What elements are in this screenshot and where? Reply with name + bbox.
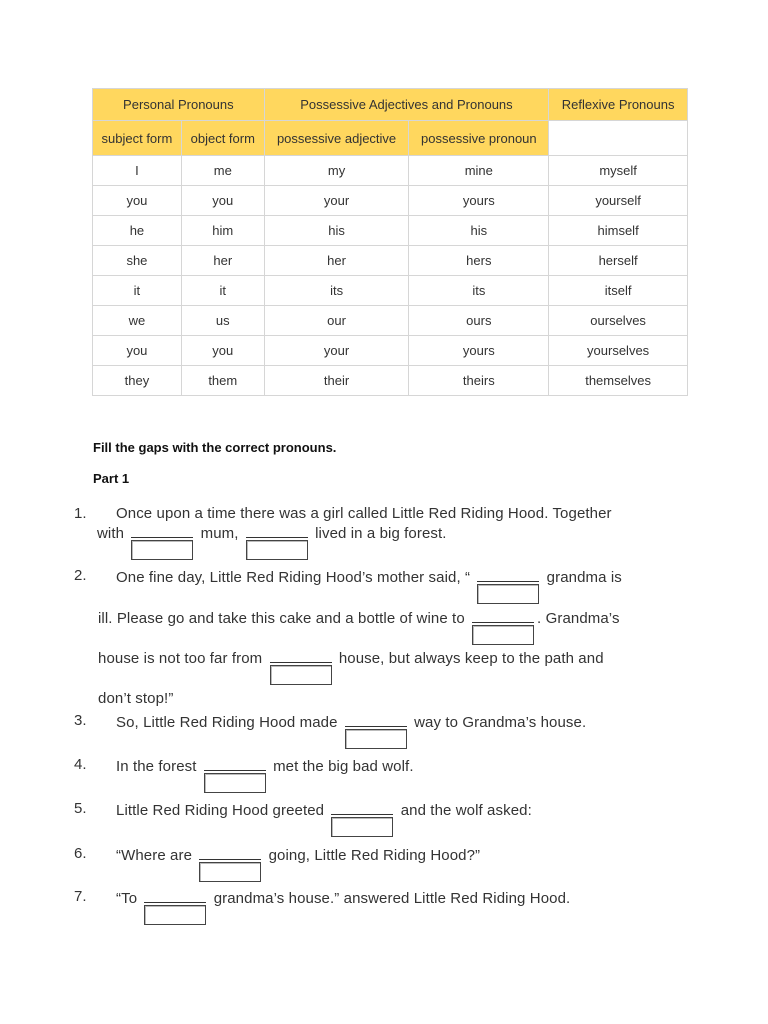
gap-1a xyxy=(131,523,193,538)
answer-input[interactable] xyxy=(270,665,332,685)
subheader-object-form: object form xyxy=(181,121,264,156)
text: grandma’s house.” answered Little Red Riding Hood. xyxy=(213,890,571,907)
table-row xyxy=(93,276,688,306)
table-cell: your xyxy=(264,186,409,216)
table-cell: my xyxy=(264,156,409,186)
table-cell: itself xyxy=(549,276,688,306)
gap-3 xyxy=(345,712,407,727)
table-cell: you xyxy=(181,186,264,216)
table-row xyxy=(93,156,688,186)
exercise-2-line-4: don’t stop!” xyxy=(98,690,174,707)
exercise-2-line-3 xyxy=(98,648,604,667)
exercise-number-2: 2. xyxy=(74,567,87,584)
gap-2a xyxy=(477,567,539,582)
exercise-number-4: 4. xyxy=(74,756,87,773)
gap-2c xyxy=(270,648,332,663)
header-possessive: Possessive Adjectives and Pronouns xyxy=(264,89,549,121)
table-row xyxy=(93,186,688,216)
table-cell: myself xyxy=(549,156,688,186)
exercise-number-6: 6. xyxy=(74,845,87,862)
exercise-1-line-1: Once upon a time there was a girl called Little Red Riding Hood. Together xyxy=(116,505,612,522)
gap-4 xyxy=(204,756,266,771)
table-cell: them xyxy=(181,366,264,396)
answer-input[interactable] xyxy=(144,905,206,925)
table-cell: yourselves xyxy=(549,336,688,366)
table-row xyxy=(93,216,688,246)
text: way to Grandma’s house. xyxy=(414,714,587,731)
table-cell: yours xyxy=(409,336,549,366)
gap-7 xyxy=(144,888,206,903)
table-cell: mine xyxy=(409,156,549,186)
text: In the forest xyxy=(116,758,197,775)
text: and the wolf asked: xyxy=(400,802,532,819)
text: “To xyxy=(116,890,138,907)
table-row xyxy=(93,336,688,366)
exercise-5-line xyxy=(116,800,532,819)
exercise-number-5: 5. xyxy=(74,800,87,817)
exercise-6-line xyxy=(116,845,480,864)
exercise-4-line xyxy=(116,756,414,775)
table-row xyxy=(93,366,688,396)
table-cell: we xyxy=(93,306,182,336)
table-cell: yourself xyxy=(549,186,688,216)
exercise-number-7: 7. xyxy=(74,888,87,905)
table-cell: they xyxy=(93,366,182,396)
table-cell: theirs xyxy=(409,366,549,396)
subheader-blank xyxy=(549,121,688,156)
exercise-7-line xyxy=(116,888,570,907)
text: with xyxy=(97,525,125,542)
table-group-header-row xyxy=(93,89,688,121)
exercise-number-3: 3. xyxy=(74,712,87,729)
answer-input[interactable] xyxy=(472,625,534,645)
subheader-subject-form: subject form xyxy=(93,121,182,156)
table-cell: she xyxy=(93,246,182,276)
subheader-possessive-adjective: possessive adjective xyxy=(264,121,409,156)
exercise-number-1: 1. xyxy=(74,505,87,522)
table-cell: him xyxy=(181,216,264,246)
table-cell: themselves xyxy=(549,366,688,396)
exercise-2-line-2 xyxy=(98,608,620,627)
table-cell: her xyxy=(264,246,409,276)
exercise-1-line-2 xyxy=(97,523,447,542)
gap-2b xyxy=(472,608,534,623)
text: mum, xyxy=(200,525,239,542)
part-title: Part 1 xyxy=(93,471,130,486)
table-cell: he xyxy=(93,216,182,246)
table-cell: their xyxy=(264,366,409,396)
table-cell: himself xyxy=(549,216,688,246)
table-cell: ours xyxy=(409,306,549,336)
answer-input[interactable] xyxy=(199,862,261,882)
table-row xyxy=(93,246,688,276)
gap-1b xyxy=(246,523,308,538)
table-cell: your xyxy=(264,336,409,366)
text: house is not too far from xyxy=(98,650,263,667)
answer-input[interactable] xyxy=(204,773,266,793)
answer-input[interactable] xyxy=(246,540,308,560)
table-cell: her xyxy=(181,246,264,276)
text: . Grandma’s xyxy=(537,610,620,627)
text: house, but always keep to the path and xyxy=(338,650,604,667)
exercise-3-line xyxy=(116,712,586,731)
text: Little Red Riding Hood greeted xyxy=(116,802,325,819)
answer-input[interactable] xyxy=(477,584,539,604)
text: going, Little Red Riding Hood?” xyxy=(268,847,481,864)
text: “Where are xyxy=(116,847,193,864)
text: So, Little Red Riding Hood made xyxy=(116,714,338,731)
exercise-2-line-1 xyxy=(116,567,622,586)
table-cell: our xyxy=(264,306,409,336)
header-reflexive: Reflexive Pronouns xyxy=(549,89,688,121)
table-cell: it xyxy=(181,276,264,306)
answer-input[interactable] xyxy=(331,817,393,837)
text: lived in a big forest. xyxy=(315,525,447,542)
table-cell: his xyxy=(264,216,409,246)
table-cell: I xyxy=(93,156,182,186)
table-cell: herself xyxy=(549,246,688,276)
text: ill. Please go and take this cake and a bottle of wine to xyxy=(98,610,465,627)
header-personal-pronouns: Personal Pronouns xyxy=(93,89,265,121)
table-sub-header-row xyxy=(93,121,688,156)
instructions-heading: Fill the gaps with the correct pronouns. xyxy=(93,440,337,455)
table-cell: you xyxy=(93,336,182,366)
gap-6 xyxy=(199,845,261,860)
table-cell: you xyxy=(181,336,264,366)
answer-input[interactable] xyxy=(345,729,407,749)
answer-input[interactable] xyxy=(131,540,193,560)
pronoun-table xyxy=(92,88,688,396)
table-cell: us xyxy=(181,306,264,336)
table-cell: ourselves xyxy=(549,306,688,336)
table-row xyxy=(93,306,688,336)
table-cell: yours xyxy=(409,186,549,216)
table-cell: hers xyxy=(409,246,549,276)
table-cell: me xyxy=(181,156,264,186)
subheader-possessive-pronoun: possessive pronoun xyxy=(409,121,549,156)
table-cell: it xyxy=(93,276,182,306)
gap-5 xyxy=(331,800,393,815)
table-cell: his xyxy=(409,216,549,246)
text: met the big bad wolf. xyxy=(273,758,414,775)
table-cell: its xyxy=(264,276,409,306)
table-cell: its xyxy=(409,276,549,306)
text: grandma is xyxy=(546,569,622,586)
text: One fine day, Little Red Riding Hood’s mother said, “ xyxy=(116,569,471,586)
table-cell: you xyxy=(93,186,182,216)
